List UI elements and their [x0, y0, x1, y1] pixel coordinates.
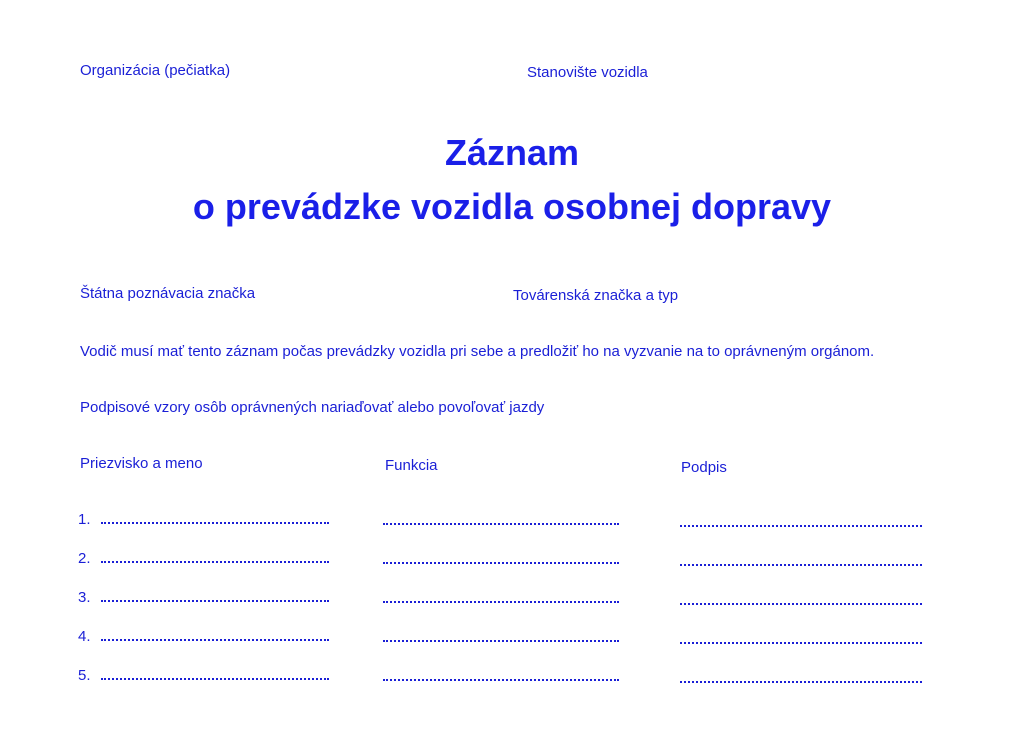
function-row: [383, 668, 619, 686]
signature-row: [680, 553, 922, 571]
row-number: 1.: [78, 511, 91, 528]
make-and-type-label: Továrenská značka a typ: [513, 287, 679, 304]
function-row: [383, 512, 619, 530]
function-field[interactable]: [383, 601, 619, 603]
function-field[interactable]: [383, 523, 619, 525]
table-row: [78, 667, 329, 685]
column-header-signature: Podpis: [681, 459, 727, 476]
row-number: 5.: [78, 667, 91, 684]
signature-field[interactable]: [680, 603, 922, 605]
name-field[interactable]: [101, 522, 329, 524]
document-subtitle: o prevádzke vozidla osobnej dopravy: [192, 186, 832, 227]
signature-samples-heading: Podpisové vzory osôb oprávnených nariaďovať alebo povoľovať jazdy: [80, 399, 545, 416]
signature-row: [680, 592, 922, 610]
table-row: [78, 550, 329, 568]
column-header-name: Priezvisko a meno: [80, 455, 203, 472]
function-row: [383, 590, 619, 608]
row-number: 2.: [78, 550, 91, 567]
function-row: [383, 629, 619, 647]
name-field[interactable]: [101, 561, 329, 563]
column-header-function: Funkcia: [385, 457, 438, 474]
signature-row: [680, 631, 922, 649]
signature-field[interactable]: [680, 642, 922, 644]
signature-field[interactable]: [680, 525, 922, 527]
signature-row: [680, 670, 922, 688]
function-field[interactable]: [383, 562, 619, 564]
document-title: Záznam: [444, 132, 580, 173]
table-row: [78, 589, 329, 607]
signature-field[interactable]: [680, 681, 922, 683]
function-row: [383, 551, 619, 569]
license-plate-label: Štátna poznávacia značka: [80, 285, 256, 302]
row-number: 4.: [78, 628, 91, 645]
signature-row: [680, 514, 922, 532]
table-row: [78, 511, 329, 529]
row-number: 3.: [78, 589, 91, 606]
vehicle-location-label: Stanovište vozidla: [527, 64, 648, 81]
function-field[interactable]: [383, 640, 619, 642]
name-field[interactable]: [101, 600, 329, 602]
signature-field[interactable]: [680, 564, 922, 566]
table-row: [78, 628, 329, 646]
name-field[interactable]: [101, 639, 329, 641]
function-field[interactable]: [383, 679, 619, 681]
name-field[interactable]: [101, 678, 329, 680]
driver-notice: Vodič musí mať tento záznam počas prevádzky vozidla pri sebe a predložiť ho na vyzvanie na to oprávneným orgánom.: [80, 343, 875, 360]
organization-label: Organizácia (pečiatka): [80, 62, 231, 79]
